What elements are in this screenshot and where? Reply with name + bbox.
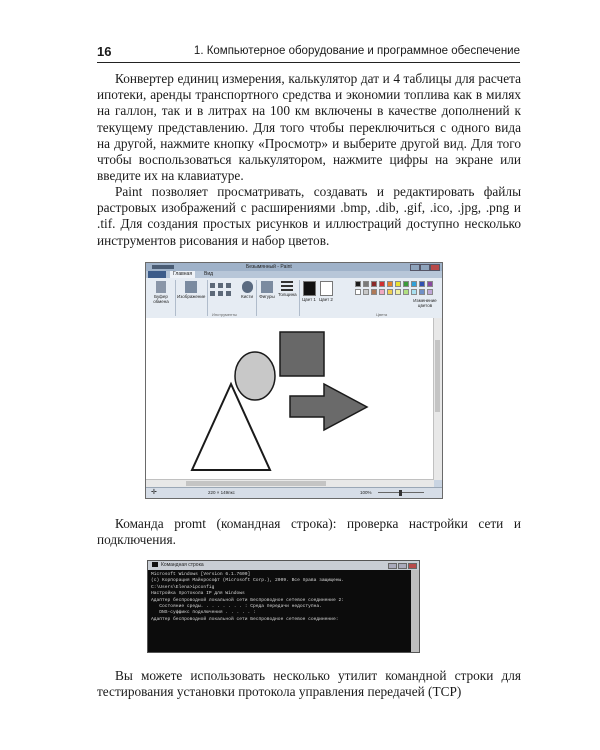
square-shape <box>280 332 324 376</box>
paragraph-paint: Paint позволяет просматривать, создавать и редактировать файлы растровых изображений с расширениями .bmp, .dib, .gif, .ico, .jpg, .png и .tif. Для создания простых рисунков и иллюстраций доступно несколько инструментов рисования и набор цветов. <box>97 184 521 248</box>
brush-icon <box>242 281 253 293</box>
console-line: C:\Users\Elena>ipconfig <box>151 584 215 590</box>
page-number: 16 <box>97 44 112 59</box>
arrow-shape <box>290 384 367 430</box>
paragraph-tcp: Вы можете использовать несколько утилит командной строки для тестирования установки протокола управления передачей (TCP) <box>97 668 521 700</box>
maximize-icon[interactable] <box>398 563 407 569</box>
tab-file[interactable] <box>148 271 166 278</box>
tools-panel <box>210 283 238 301</box>
maximize-icon[interactable] <box>420 264 430 271</box>
pencil-icon[interactable] <box>210 283 215 288</box>
tab-home[interactable]: Главная <box>170 271 195 278</box>
minimize-icon[interactable] <box>410 264 420 271</box>
ribbon-divider <box>299 280 300 316</box>
palette-swatch[interactable] <box>427 289 433 295</box>
text-icon[interactable] <box>226 283 231 288</box>
colors-group-label: Цвета <box>376 312 388 317</box>
console-line: Настройка протокола IP для Windows <box>151 591 245 597</box>
status-bar <box>146 487 442 498</box>
palette-swatch[interactable] <box>355 281 361 287</box>
palette-swatch[interactable] <box>387 281 393 287</box>
palette-swatch[interactable] <box>403 281 409 287</box>
ribbon-divider <box>256 280 257 316</box>
palette-swatch[interactable] <box>403 289 409 295</box>
fill-icon[interactable] <box>218 283 223 288</box>
console-line: Microsoft Windows [Version 6.1.7600] <box>151 572 251 577</box>
ribbon-divider <box>175 280 176 316</box>
color1-button[interactable]: Цвет 1 <box>302 281 316 302</box>
cursor-position-icon: ✛ <box>151 489 157 496</box>
color1-swatch <box>303 281 316 296</box>
eraser-icon[interactable] <box>210 291 215 296</box>
minimize-icon[interactable] <box>388 563 397 569</box>
circle-shape <box>235 352 275 400</box>
close-icon[interactable] <box>408 563 417 569</box>
running-header <box>97 44 520 63</box>
color2-button[interactable]: Цвет 2 <box>319 281 333 302</box>
scroll-thumb[interactable] <box>186 481 326 486</box>
paragraph-converter: Конвертер единиц измерения, калькулятор дат и 4 таблицы для расчета ипотеки, аренды транспортного средства и экономии топлива как в милях на галлон, так и в литрах на 100 км включены в качестве дополнений к текущему представлению. Для того чтобы переключиться с одного вида на другой, нажмите кнопку «Просмотр» и выберите другой вид. Для того чтобы воспользоваться калькулятором, нажмите цифры на экране или введите их на клавиатуре. <box>97 71 521 184</box>
console-scrollbar[interactable] <box>411 570 419 652</box>
thickness-button[interactable]: Толщина <box>278 281 296 297</box>
shapes-button[interactable]: Фигуры <box>258 281 276 299</box>
paint-titlebar <box>146 263 442 271</box>
brushes-button[interactable]: Кисти <box>240 281 254 299</box>
palette-swatch[interactable] <box>363 289 369 295</box>
console-output <box>151 572 409 652</box>
console-icon <box>152 562 158 567</box>
console-line: Адаптер беспроводной локальной сети Беспроводное сетевое соединение 2: <box>151 597 344 603</box>
ribbon-tabs <box>146 271 442 278</box>
image-button[interactable]: Изображение <box>177 281 205 299</box>
image-icon <box>185 281 197 293</box>
palette-swatch[interactable] <box>419 289 425 295</box>
console-line: Состояние среды. . . . . . . . : Среда передачи недоступна. <box>151 604 322 610</box>
image-dimensions: 220 × 149пкс <box>208 490 235 495</box>
console-line: Адаптер беспроводной локальной сети Беспроводное сетевое соединение: <box>151 616 339 622</box>
color2-swatch <box>320 281 333 296</box>
ribbon-divider <box>207 280 208 316</box>
clipboard-icon <box>156 281 166 293</box>
vertical-scrollbar[interactable] <box>433 318 442 480</box>
palette-swatch[interactable] <box>379 289 385 295</box>
paragraph-cmd: Команда promt (командная строка): проверка настройки сети и подключения. <box>97 516 521 548</box>
zoom-level: 100% <box>360 490 372 495</box>
chapter-title: 1. Компьютерное оборудование и программное обеспечение <box>193 45 520 57</box>
drawing-shapes <box>146 318 436 482</box>
picker-icon[interactable] <box>218 291 223 296</box>
palette-swatch[interactable] <box>411 281 417 287</box>
clipboard-button[interactable]: Буфер обмена <box>150 281 172 304</box>
console-titlebar <box>148 561 419 570</box>
shapes-icon <box>261 281 273 293</box>
palette-swatch[interactable] <box>395 281 401 287</box>
palette-swatch[interactable] <box>411 289 417 295</box>
palette-swatch[interactable] <box>379 281 385 287</box>
palette-swatch[interactable] <box>419 281 425 287</box>
ribbon <box>146 278 442 319</box>
close-icon[interactable] <box>430 264 440 271</box>
quick-access-toolbar[interactable] <box>152 265 174 269</box>
palette-swatch[interactable] <box>363 281 369 287</box>
magnifier-icon[interactable] <box>226 291 231 296</box>
palette-swatch[interactable] <box>395 289 401 295</box>
thickness-icon <box>281 281 293 291</box>
palette-swatch[interactable] <box>387 289 393 295</box>
palette-swatch[interactable] <box>371 289 377 295</box>
console-line: DNS-суффикс подключения . . . . . : <box>151 610 256 616</box>
tab-view[interactable]: Вид <box>204 271 214 277</box>
paint-window-screenshot <box>145 262 443 499</box>
edit-colors-button[interactable]: Изменение цветов <box>413 298 437 308</box>
palette-swatch[interactable] <box>371 281 377 287</box>
console-window-screenshot <box>147 560 420 653</box>
tools-group-label: Инструменты <box>212 312 237 317</box>
paint-title: Безымянный - Paint <box>246 264 292 270</box>
scroll-thumb[interactable] <box>435 340 440 412</box>
drawing-canvas[interactable] <box>146 318 434 480</box>
zoom-slider-knob[interactable] <box>399 490 402 496</box>
console-title: Командная строка <box>161 562 204 568</box>
console-line: (c) Корпорация Майкрософт (Microsoft Corp.), 2009. Все права защищены. <box>151 578 344 584</box>
palette-swatch[interactable] <box>427 281 433 287</box>
palette-swatch[interactable] <box>355 289 361 295</box>
